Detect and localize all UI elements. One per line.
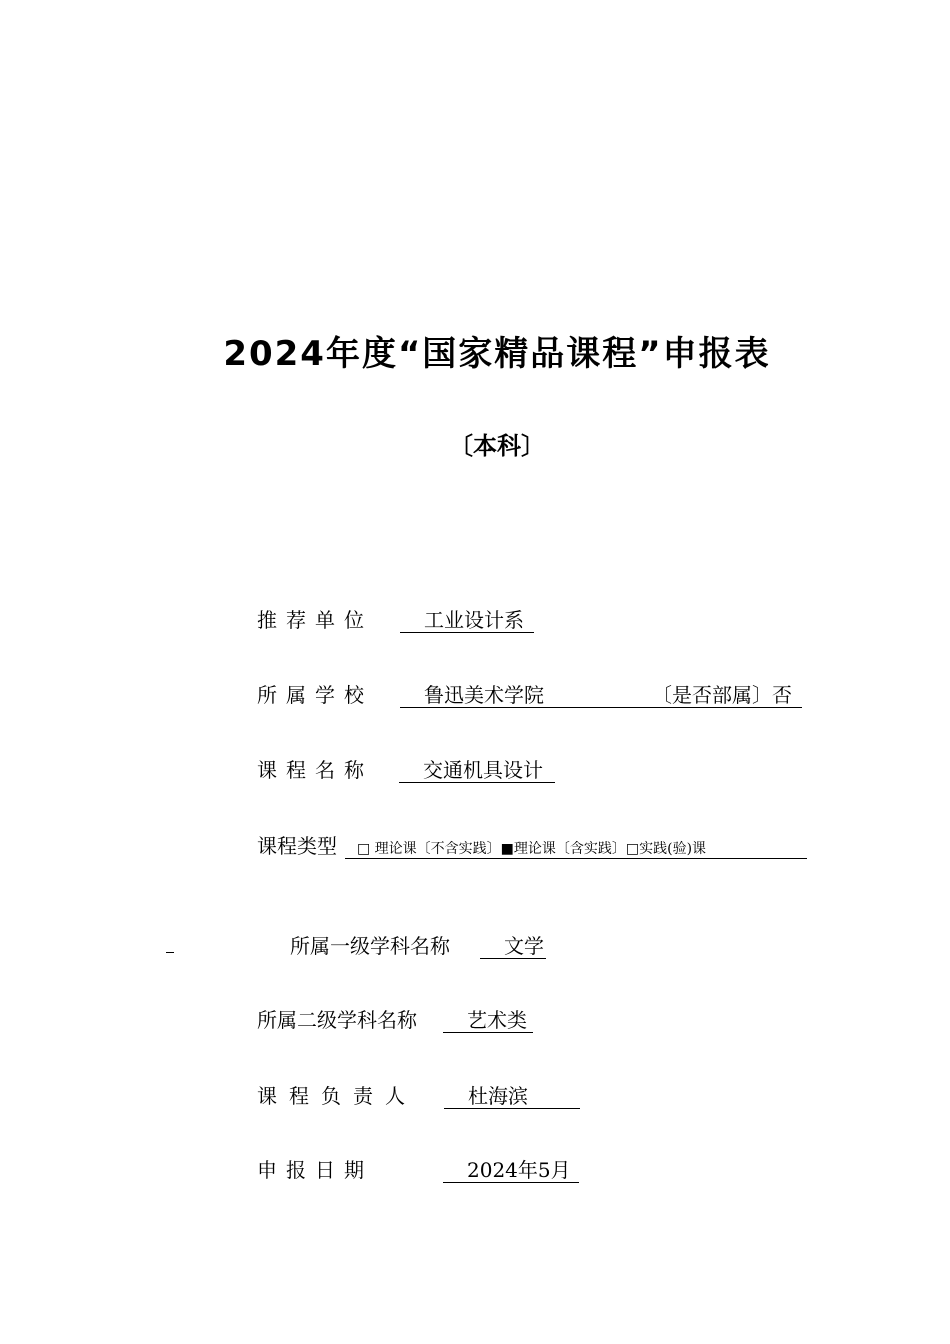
course-type-options: □ 理论课〔不含实践〕■理论课〔含实践〕□实践(验)课: [357, 841, 707, 857]
course-leader-field[interactable]: [444, 1082, 580, 1109]
form-row-course-leader: [257, 1082, 657, 1112]
school-label: 所属学校: [257, 683, 373, 707]
primary-discipline-value: 文学: [504, 934, 544, 958]
apply-date-field[interactable]: [443, 1156, 579, 1183]
primary-discipline-label: 所属一级学科名称: [290, 934, 450, 958]
page-title: 2024年度“国家精品课程”申报表: [223, 334, 771, 374]
form-row-secondary-discipline: [257, 1006, 657, 1036]
school-field[interactable]: [400, 681, 802, 708]
course-leader-label: 课程负责人: [257, 1084, 417, 1108]
school-value: 鲁迅美术学院: [424, 683, 544, 707]
form-row-recommend-unit: [257, 606, 817, 636]
course-type-label: 课程类型: [257, 834, 337, 858]
primary-discipline-field[interactable]: [480, 932, 546, 959]
secondary-discipline-value: 艺术类: [467, 1008, 527, 1032]
secondary-discipline-field[interactable]: [443, 1006, 533, 1033]
ministry-note: 〔是否部属〕否: [652, 683, 792, 707]
course-leader-value: 杜海滨: [468, 1084, 528, 1108]
apply-date-label: 申报日期: [257, 1158, 373, 1182]
page-subtitle: 〔本科〕: [449, 432, 545, 460]
recommend-unit-field[interactable]: [400, 606, 534, 633]
stray-dash-mark: [166, 952, 174, 953]
course-name-field[interactable]: [399, 756, 555, 783]
form-row-school: [257, 681, 817, 711]
secondary-discipline-label: 所属二级学科名称: [257, 1008, 417, 1032]
form-row-course-name: [257, 756, 817, 786]
recommend-unit-label: 推荐单位: [257, 608, 373, 632]
apply-date-value: 2024年5月: [467, 1158, 571, 1182]
course-type-field[interactable]: [345, 832, 807, 859]
course-name-label: 课程名称: [257, 758, 373, 782]
recommend-unit-value: 工业设计系: [424, 608, 524, 632]
form-row-primary-discipline: [290, 932, 690, 962]
form-row-apply-date: [257, 1156, 657, 1186]
course-name-value: 交通机具设计: [423, 758, 543, 782]
form-row-course-type: [257, 832, 817, 862]
